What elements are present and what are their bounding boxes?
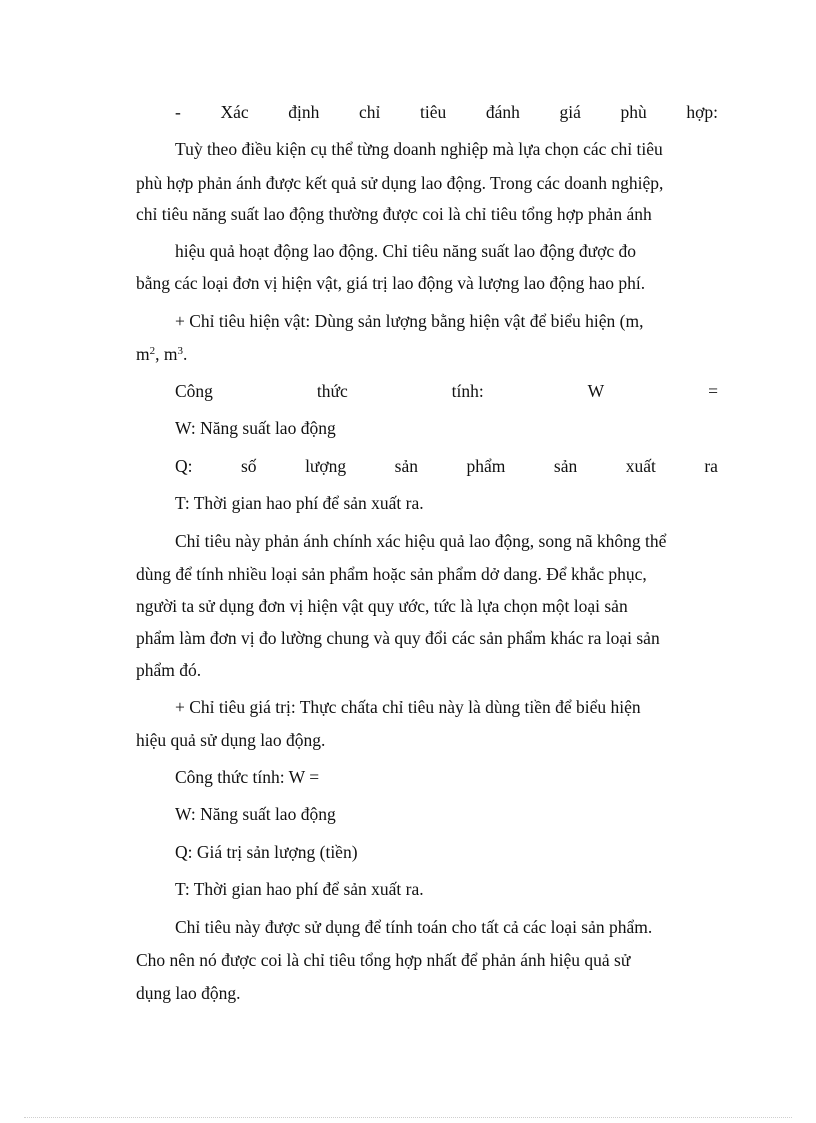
definition-t: T: Thời gian hao phí để sản xuất ra.	[175, 493, 424, 513]
heading-word: phù	[620, 102, 647, 122]
heading-word: định	[288, 102, 320, 122]
formula-line	[175, 379, 718, 403]
superscript: 2	[149, 345, 156, 357]
paragraph-line: dùng để tính nhiều loại sản phẩm hoặc sản phẩm dở dang. Để khắc phục,	[136, 564, 647, 584]
formula-word: tính:	[451, 381, 484, 401]
definition-word: sản	[394, 456, 418, 476]
heading-word: chỉ	[358, 102, 381, 122]
paragraph-line: Chỉ tiêu này được sử dụng để tính toán cho tất cả các loại sản phẩm.	[175, 917, 653, 937]
formula-word: Công	[175, 381, 213, 401]
formula-word: =	[708, 381, 718, 401]
heading-word: -	[175, 102, 181, 122]
definition-word: Q:	[175, 456, 193, 476]
paragraph-line: hiệu quả sử dụng lao động.	[136, 730, 326, 750]
paragraph-line: bằng các loại đơn vị hiện vật, giá trị lao động và lượng lao động hao phí.	[136, 273, 646, 293]
section-heading	[175, 100, 718, 124]
formula-word: W	[587, 381, 605, 401]
definition-word: lượng	[305, 456, 347, 476]
paragraph-line: phẩm đó.	[136, 660, 202, 680]
definition-q	[175, 454, 718, 478]
paragraph-line: phù hợp phản ánh được kết quả sử dụng lao động. Trong các doanh nghiệp,	[136, 173, 664, 193]
page-bottom-rule	[24, 1117, 792, 1118]
heading-word: tiêu	[419, 102, 447, 122]
definition-word: số	[241, 456, 257, 476]
paragraph-line: người ta sử dụng đơn vị hiện vật quy ước, tức là lựa chọn một loại sản	[136, 596, 628, 616]
paragraph-line: Tuỳ theo điều kiện cụ thể từng doanh nghiệp mà lựa chọn các chỉ tiêu	[175, 139, 663, 159]
heading-word: giá	[559, 102, 581, 122]
heading-word: Xác	[220, 102, 249, 122]
units-line: $m^2$, $m^3$.	[136, 344, 188, 364]
definition-q: Q: Giá trị sản lượng (tiền)	[175, 842, 358, 862]
formula-word: thức	[316, 381, 348, 401]
paragraph-line: + Chỉ tiêu giá trị: Thực chấta chỉ tiêu này là dùng tiền để biểu hiện	[175, 697, 641, 717]
definition-word: xuất	[625, 456, 656, 476]
paragraph-line: phẩm làm đơn vị đo lường chung và quy đổi các sản phẩm khác ra loại sản	[136, 628, 660, 648]
definition-w: W: Năng suất lao động	[175, 804, 336, 824]
definition-word: phẩm	[466, 456, 506, 476]
superscript: 3	[177, 345, 183, 357]
formula-line-2: Công thức tính: W =	[175, 767, 320, 787]
definition-t: T: Thời gian hao phí để sản xuất ra.	[175, 879, 424, 899]
paragraph-line: Chỉ tiêu này phản ánh chính xác hiệu quả lao động, song nã không thể	[175, 531, 667, 551]
heading-word: hợp:	[686, 102, 718, 122]
heading-word: đánh	[485, 102, 520, 122]
definition-word: ra	[704, 456, 718, 476]
paragraph-line: hiệu quả hoạt động lao động. Chỉ tiêu năng suất lao động được đo	[175, 241, 637, 261]
paragraph-line: Cho nên nó được coi là chỉ tiêu tổng hợp nhất để phản ánh hiệu quả sử	[136, 950, 631, 970]
paragraph-line: + Chỉ tiêu hiện vật: Dùng sản lượng bằng hiện vật để biểu hiện (m,	[175, 311, 644, 331]
paragraph-line: dụng lao động.	[136, 983, 241, 1003]
paragraph-line: chỉ tiêu năng suất lao động thường được coi là chỉ tiêu tổng hợp phản ánh	[136, 204, 652, 224]
definition-w: W: Năng suất lao động	[175, 418, 336, 438]
definition-word: sản	[553, 456, 578, 476]
